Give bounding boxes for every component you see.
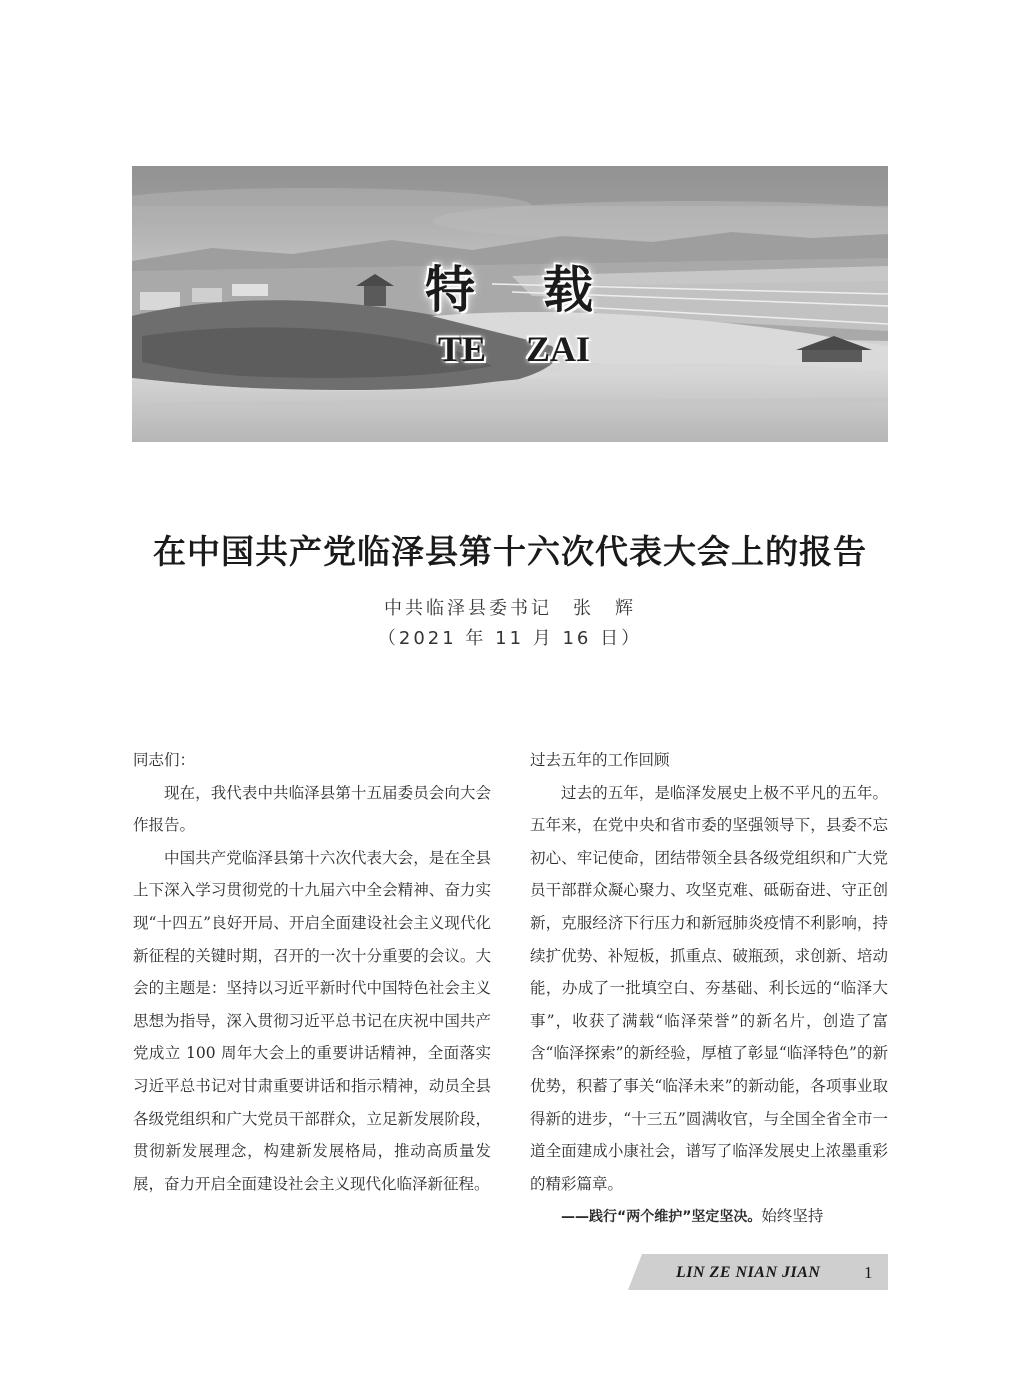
body-left-column xyxy=(133,744,491,1200)
paragraph-continuation: 始终坚持 xyxy=(761,1207,824,1226)
section-title-char-2: 载 xyxy=(543,261,595,319)
article-title: 在中国共产党临泽县第十六次代表大会上的报告 xyxy=(153,532,867,571)
section-title-pinyin xyxy=(438,328,590,370)
article-date: （2021 年 11 月 16 日） xyxy=(377,628,643,649)
paragraph xyxy=(530,1200,888,1234)
journal-name: LIN ZE NIAN JIAN xyxy=(676,1264,821,1281)
paragraph: 中国共产党临泽县第十六次代表大会，是在全县上下深入学习贯彻党的十九届六中全会精神、奋力实现“十四五”良好开局、开启全面建设社会主义现代化新征程的关键时期，召开的一次十分重要的会议。大会的主题是：坚持以习近平新时代中国特色社会主义思想为指导，深入贯彻习近平总书记在庆祝中国共产党成立 100 周年大会上的重要讲话精神，全面落实习近平总书记对甘肃重要讲话和指示精神，动员全县各级党组织和广大党员干部群众，立足新发展阶段，贯彻新发展理念，构建新发展格局，推动高质量发展，奋力开启全面建设社会主义现代化临泽新征程。 xyxy=(133,848,491,1193)
section-pinyin-word-2: ZAI xyxy=(525,329,590,369)
paragraph: 现在，我代表中共临泽县第十五届委员会向大会作报告。 xyxy=(133,783,491,835)
section-pinyin-word-1: TE xyxy=(438,329,487,369)
page-number: 1 xyxy=(864,1263,873,1282)
article-author: 中共临泽县委书记 张 辉 xyxy=(384,598,636,619)
section-title xyxy=(425,250,595,322)
subsection-heading: 过去五年的工作回顾 xyxy=(530,751,670,769)
body-right-column xyxy=(530,744,888,1234)
paragraph: 过去的五年，是临泽发展史上极不平凡的五年。五年来，在党中央和省市委的坚强领导下，县委不忘初心、牢记使命，团结带领全县各级党组织和广大党员干部群众凝心聚力、攻坚克难、砥砺奋进、守正创新，克服经济下行压力和新冠肺炎疫情不利影响，持续扩优势、补短板，抓重点、破瓶颈，求创新、培动能，办成了一批填空白、夯基础、利长远的“临泽大事”，收获了满载“临泽荣誉”的新名片，创造了富含“临泽探索”的新经验，厚植了彰显“临泽特色”的新优势，积蓄了事关“临泽未来”的新动能，各项事业取得新的进步，“十三五”圆满收官，与全国全省全市一道全面建成小康社会，谱写了临泽发展史上浓墨重彩的精彩篇章。 xyxy=(530,783,888,1193)
bold-lead-text: ——践行“两个维护”坚定坚决。 xyxy=(561,1209,762,1226)
salutation: 同志们： xyxy=(133,751,196,769)
section-title-char-1: 特 xyxy=(425,261,477,319)
